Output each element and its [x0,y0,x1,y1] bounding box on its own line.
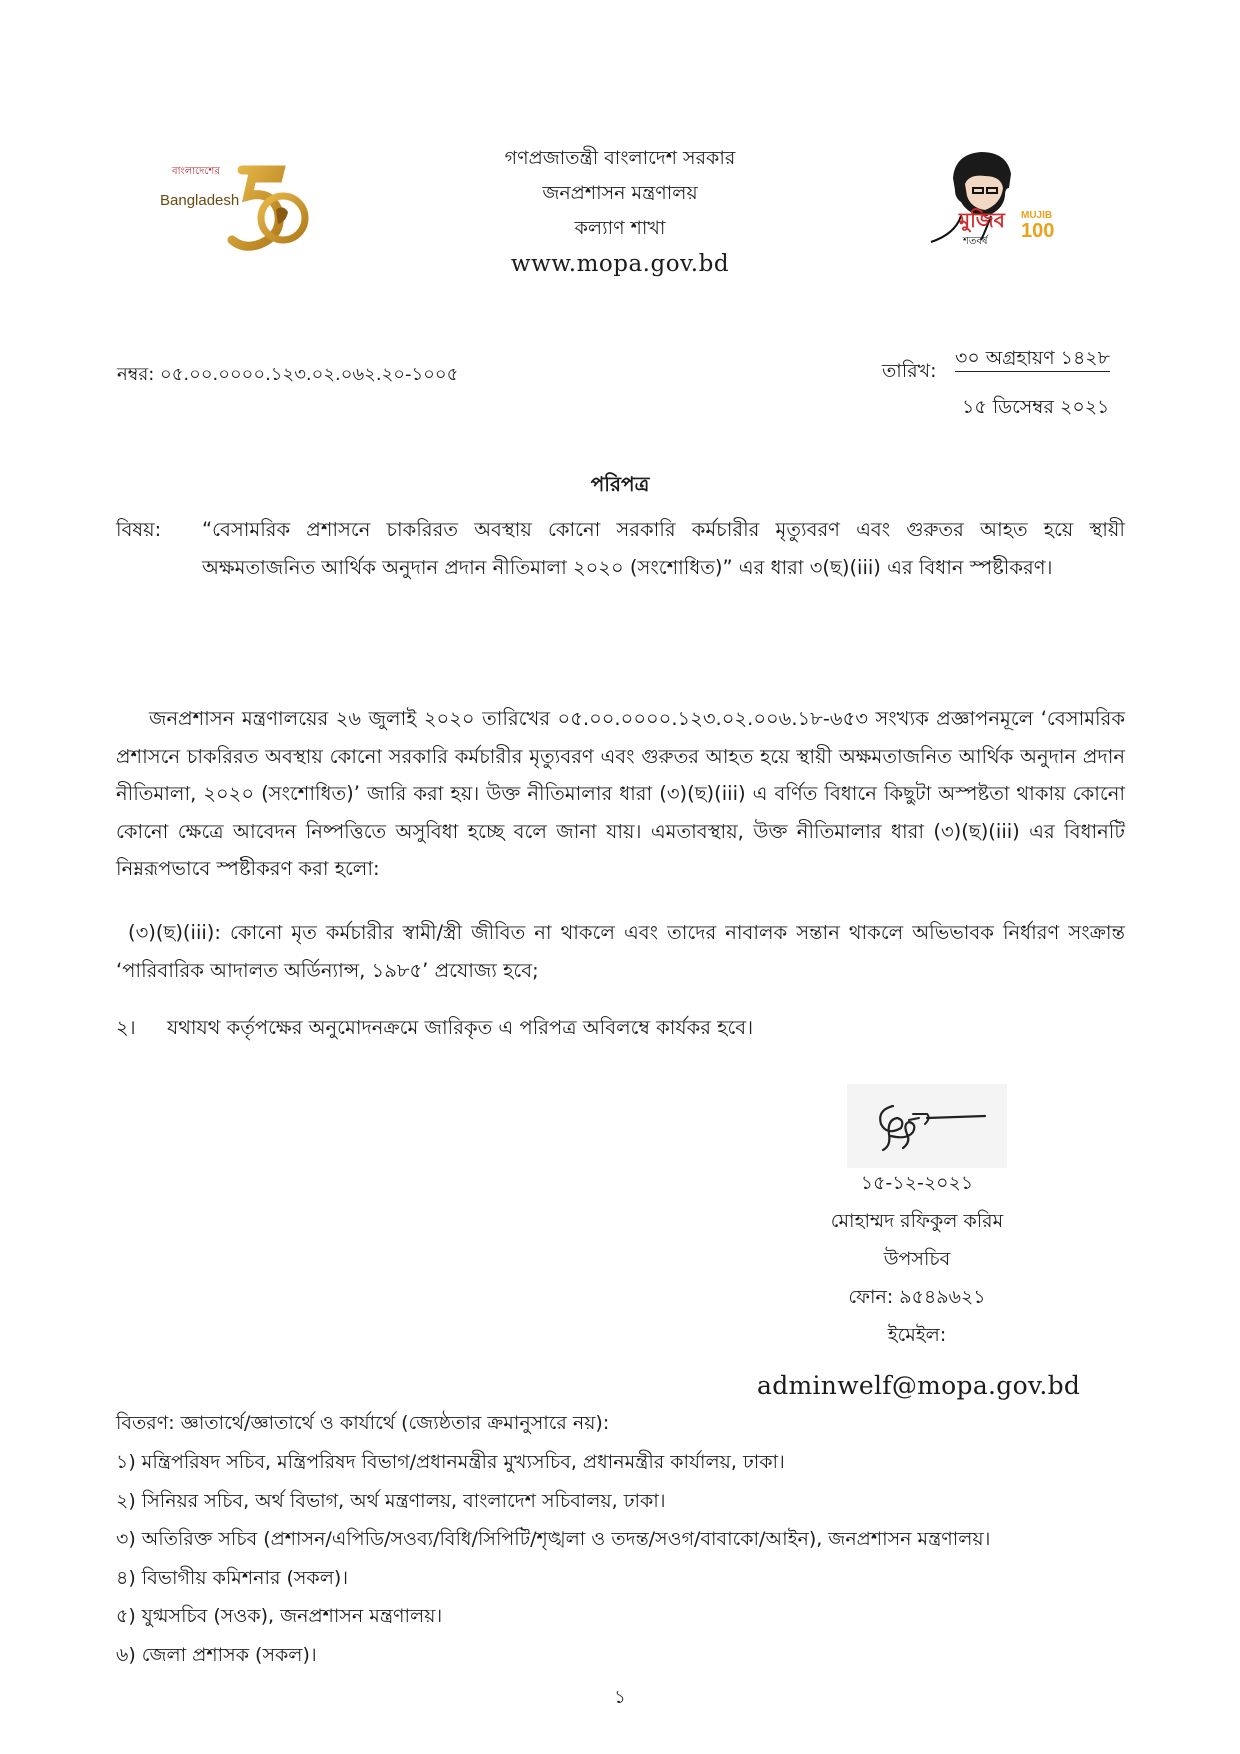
distribution-item: ৫) যুগ্মসচিব (সওক), জনপ্রশাসন মন্ত্রণালয়। [116,1605,443,1627]
mujib-latin-text: MUJIB [1021,210,1053,221]
distribution-heading: বিতরণ: জ্ঞাতার্থে/জ্ঞাতার্থে ও কার্যার্থে (জ্যেষ্ঠতার ক্রমানুসারে নয়): [116,1412,610,1434]
section-title: কল্যাণ শাখা [574,217,666,239]
date-label: তারিখ: [882,360,937,382]
subject-label: বিষয়: [116,518,162,541]
signatory-email[interactable]: adminwelf@mopa.gov.bd [757,1371,1081,1400]
signatory-email-label: ইমেইল: [887,1324,947,1346]
ministry-title: জনপ্রশাসন মন্ত্রণালয় [542,182,698,204]
paragraph-2: (৩)(ছ)(iii): কোনো মৃত কর্মচারীর স্বামী/স্ত্রী জীবিত না থাকলে এবং তাদের নাবালক সন্তান থাকলে অভিভাবক নির্ধারণ সংক্রান্ত ‘পারিবারিক আদালত অর্ডিন্যান্স, ১৯৮৫’ প্রযোজ্য হবে; [116,921,1125,982]
paragraph-3: যথাযথ কর্তৃপক্ষের অনুমোদনক্রমে জারিকৃত এ পরিপত্র অবিলম্বে কার্যকর হবে। [167,1016,754,1039]
subject-text: “বেসামরিক প্রশাসনে চাকরিরত অবস্থায় কোনো সরকারি কর্মচারীর মৃত্যুবরণ এবং গুরুতর আহত হয়ে স্থায়ী অক্ষমতাজনিত আর্থিক অনুদান প্রদান নীতিমালা ২০২০ (সংশোধিত)” এর ধারা ৩(ছ)(iii) এর বিধান স্পষ্টীকরণ। [202,518,1125,579]
signature-image [847,1084,1007,1168]
header-block [350,146,890,279]
page-number: ১ [614,1687,626,1708]
date-gregorian: ১৫ ডিসেম্বর ২০২১ [962,396,1110,418]
paragraph-3-number: ২। [116,1016,136,1039]
signatory-phone: ফোন: ৯৫৪৯৬২১ [848,1286,986,1308]
distribution-item: ১) মন্ত্রিপরিষদ সচিব, মন্ত্রিপরিষদ বিভাগ/প্রধানমন্ত্রীর মুখ্যসচিব, প্রধানমন্ত্রীর কার্যালয়, ঢাকা। [116,1451,785,1473]
distribution-item: ৪) বিভাগীয় কমিশনার (সকল)। [116,1566,349,1589]
paragraph-1: জনপ্রশাসন মন্ত্রণালয়ের ২৬ জুলাই ২০২০ তারিখের ০৫.০০.০০০০.১২৩.০২.০০৬.১৮-৬৫৩ সংখ্যক প্রজ্ঞাপনমূলে ‘বেসামরিক প্রশাসনে চাকরিরত অবস্থায় কোনো সরকারি কর্মচারীর মৃত্যুবরণ এবং গুরুতর আহত হয়ে স্থায়ী অক্ষমতাজনিত আর্থিক অনুদান প্রদান নীতিমালা, ২০২০ (সংশোধিত)’ জারি করা হয়। উক্ত নীতিমালার ধারা (৩)(ছ)(iii) এ বর্ণিত বিধানে কিছুটা অস্পষ্টতা থাকায় কোনো কোনো ক্ষেত্রে আবেদন নিষ্পত্তিতে অসুবিধা হচ্ছে বলে জানা যায়। এমতাবস্থায়, উক্ত নীতিমালার ধারা (৩)(ছ)(iii) এর বিধানটি নিম্নরূপভাবে স্পষ্টীকরণ করা হলো: [116,707,1125,880]
mujib-bangla-text: মুজিব [959,208,1005,232]
signature-block [782,1171,1052,1347]
logo-brand-text: Bangladesh [160,192,240,209]
mujib-sub-text: শতবর্ষ [963,236,988,247]
date-bangla [955,344,1110,376]
logo-top-text: বাংলাদেশের [172,166,220,177]
mujib-100-logo [925,144,1075,264]
date-bangla-text: ৩০ অগ্রহায়ণ ১৪২৮ [955,347,1110,372]
distribution-item: ৩) অতিরিক্ত সচিব (প্রশাসন/এপিডি/সওব্য/বিধি/সিপিটি/শৃঙ্খলা ও তদন্ত/সওগ/বাবাকো/আইন), জনপ্রশাসন মন্ত্রণালয়। [116,1528,991,1550]
government-title: গণপ্রজাতন্ত্রী বাংলাদেশ সরকার [504,147,736,169]
signatory-designation: উপসচিব [883,1248,951,1270]
distribution-item: ৬) জেলা প্রশাসক (সকল)। [116,1643,317,1666]
portrait-emblem [925,144,1075,264]
website-link[interactable]: www.mopa.gov.bd [510,251,730,277]
handwritten-signature [847,1084,1007,1168]
document-title: পরিপত্র [590,472,650,496]
bangladesh-50-logo [160,150,315,260]
distribution-item: ২) সিনিয়র সচিব, অর্থ বিভাগ, অর্থ মন্ত্রণালয়, বাংলাদেশ সচিবালয়, ঢাকা। [116,1489,666,1512]
hundred-text: 100 [1021,220,1055,242]
signatory-name: মোহাম্মদ রফিকুল করিম [830,1210,1004,1232]
memo-number: নম্বর: ০৫.০০.০০০০.১২৩.০২.০৬২.২০-১০০৫ [117,364,459,385]
distribution-list [116,1450,1126,1681]
signature-date: ১৫-১২-২০২১ [860,1172,974,1194]
